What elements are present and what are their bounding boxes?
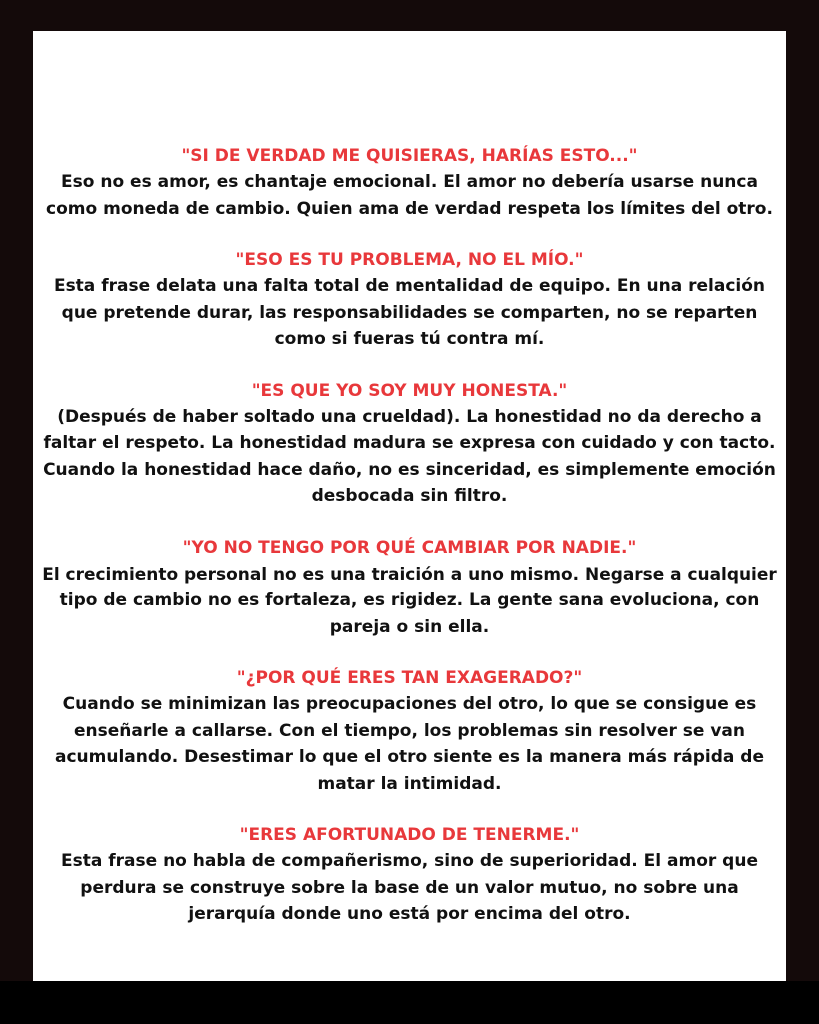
body-line: enseñarle a callarse. Con el tiempo, los problemas sin resolver se van: [73, 720, 746, 741]
body-line: Esta frase no habla de compañerismo, sino de superioridad. El amor que: [61, 851, 758, 871]
section-2: [33, 247, 786, 353]
document-page: [33, 31, 786, 981]
body-line: matar la intimidad.: [317, 773, 502, 794]
section-body: [33, 691, 786, 797]
section-6: [33, 822, 786, 928]
section-5: [33, 665, 786, 797]
section-1: [33, 143, 786, 222]
section-quote: "ESO ES TU PROBLEMA, NO EL MÍO.": [235, 250, 584, 270]
body-line: tipo de cambio no es fortaleza, es rigidez. La gente sana evoluciona, con: [59, 590, 760, 610]
body-line: acumulando. Desestimar lo que el otro siente es la manera más rápida de: [54, 747, 764, 767]
section-quote: "YO NO TENGO POR QUÉ CAMBIAR POR NADIE.": [182, 537, 637, 558]
section-body: [33, 561, 786, 641]
section-quote: "ERES AFORTUNADO DE TENERME.": [239, 825, 580, 845]
section-body: [33, 404, 786, 510]
body-line: que pretende durar, las responsabilidades se comparten, no se reparten: [61, 302, 758, 323]
body-line: Cuando se minimizan las preocupaciones del otro, lo que se consigue es: [62, 694, 757, 714]
section-body: [33, 848, 786, 928]
section-quote: "ES QUE YO SOY MUY HONESTA.": [251, 380, 568, 401]
body-line: El crecimiento personal no es una traición a uno mismo. Negarse a cualquier: [42, 563, 777, 584]
section-quote: "SI DE VERDAD ME QUISIERAS, HARÍAS ESTO...": [181, 146, 638, 166]
section-body: [33, 169, 786, 222]
section-quote: "¿POR QUÉ ERES TAN EXAGERADO?": [236, 668, 583, 688]
document-content: [33, 143, 786, 953]
body-line: Esta frase delata una falta total de mentalidad de equipo. En una relación: [53, 276, 766, 296]
body-line: jerarquía donde uno está por encima del otro.: [188, 904, 631, 924]
section-3: [33, 378, 786, 510]
body-line: desbocada sin filtro.: [311, 486, 508, 506]
body-line: como si fueras tú contra mí.: [274, 329, 545, 349]
section-4: [33, 535, 786, 641]
body-line: perdura se construye sobre la base de un valor mutuo, no sobre una: [80, 877, 739, 898]
body-line: faltar el respeto. La honestidad madura se expresa con cuidado y con tacto.: [43, 433, 776, 453]
body-line: Eso no es amor, es chantaje emocional. El amor no debería usarse nunca: [61, 172, 758, 192]
body-line: pareja o sin ella.: [329, 616, 490, 637]
bottom-border-bar: [0, 981, 819, 1024]
body-line: como moneda de cambio. Quien ama de verdad respeta los límites del otro.: [46, 198, 773, 219]
body-line: (Después de haber soltado una crueldad). La honestidad no da derecho a: [57, 406, 762, 427]
body-line: Cuando la honestidad hace daño, no es sinceridad, es simplemente emoción: [43, 459, 776, 480]
section-body: [33, 273, 786, 353]
